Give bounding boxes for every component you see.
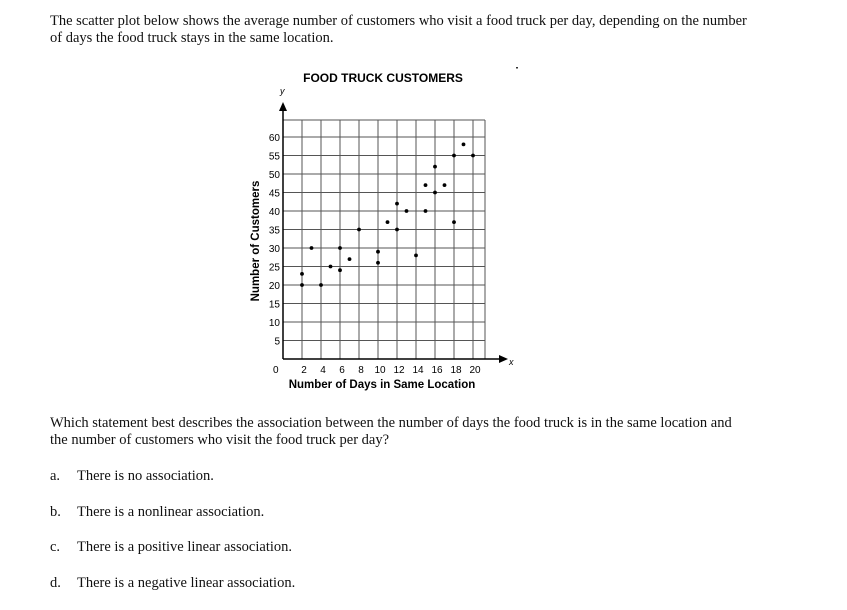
data-point xyxy=(471,154,475,158)
option-d[interactable] xyxy=(50,575,295,610)
x-tick-label: 18 xyxy=(450,365,462,376)
y-tick-label: 40 xyxy=(269,207,281,218)
y-tick-label: 20 xyxy=(269,281,281,292)
x-tick-label: 10 xyxy=(374,365,386,376)
data-point xyxy=(348,257,352,261)
x-axis-letter: x xyxy=(508,357,514,367)
y-tick-label: 25 xyxy=(269,263,281,274)
data-point xyxy=(300,283,304,287)
data-point xyxy=(424,183,428,187)
option-a[interactable] xyxy=(50,468,295,504)
question-text: Which statement best describes the association between the number of days the food truck is in the same location and the number of customers who visit the food truck per day? xyxy=(50,415,750,449)
y-axis-label: Number of Customers xyxy=(250,181,262,302)
option-c[interactable] xyxy=(50,539,295,575)
y-tick-label: 45 xyxy=(269,189,281,200)
option-b[interactable] xyxy=(50,504,295,540)
option-b-text: There is a nonlinear association. xyxy=(77,504,264,540)
data-point xyxy=(338,246,342,250)
data-point xyxy=(319,283,323,287)
x-tick-label: 12 xyxy=(393,365,405,376)
data-point xyxy=(433,191,437,195)
data-point xyxy=(462,143,466,147)
x-tick-label: 16 xyxy=(431,365,443,376)
data-point xyxy=(376,250,380,254)
y-tick-label: 55 xyxy=(269,152,281,163)
data-point xyxy=(414,254,418,258)
y-tick-label: 15 xyxy=(269,300,281,311)
answer-options xyxy=(50,468,295,610)
y-axis-arrow-icon xyxy=(279,102,287,111)
option-c-letter: c. xyxy=(50,539,77,575)
x-tick-label: 2 xyxy=(301,365,307,376)
data-point xyxy=(300,272,304,276)
option-d-letter: d. xyxy=(50,575,77,610)
y-axis-letter: y xyxy=(279,86,285,96)
data-point xyxy=(357,228,361,232)
option-b-letter: b. xyxy=(50,504,77,540)
option-c-text: There is a positive linear association. xyxy=(77,539,292,575)
data-point xyxy=(452,220,456,224)
y-tick-label: 10 xyxy=(269,318,281,329)
x-tick-label: 8 xyxy=(358,365,364,376)
data-point xyxy=(329,265,333,269)
x-tick-label: 6 xyxy=(339,365,345,376)
x-tick-label: 4 xyxy=(320,365,326,376)
y-tick-label: 5 xyxy=(274,337,280,348)
origin-label: 0 xyxy=(273,365,279,376)
intro-text: The scatter plot below shows the average number of customers who visit a food truck per day, depending on the number of days the food truck stays in the same location. xyxy=(50,13,750,47)
x-tick-label: 14 xyxy=(412,365,424,376)
data-point xyxy=(405,209,409,213)
x-tick-label: 20 xyxy=(469,365,481,376)
data-point xyxy=(424,209,428,213)
data-point xyxy=(376,261,380,265)
data-point xyxy=(386,220,390,224)
option-a-text: There is no association. xyxy=(77,468,214,504)
y-tick-label: 50 xyxy=(269,170,281,181)
data-point xyxy=(338,268,342,272)
data-point xyxy=(395,228,399,232)
y-tick-label: 60 xyxy=(269,133,281,144)
stray-mark xyxy=(516,67,518,69)
data-point xyxy=(433,165,437,169)
x-axis-label: Number of Days in Same Location xyxy=(289,379,476,391)
y-tick-label: 30 xyxy=(269,244,281,255)
data-point xyxy=(310,246,314,250)
option-d-text: There is a negative linear association. xyxy=(77,575,295,610)
chart-title: FOOD TRUCK CUSTOMERS xyxy=(303,71,463,85)
x-axis-arrow-icon xyxy=(499,355,508,363)
option-a-letter: a. xyxy=(50,468,77,504)
y-tick-label: 35 xyxy=(269,226,281,237)
data-point xyxy=(395,202,399,206)
data-point xyxy=(443,183,447,187)
data-point xyxy=(452,154,456,158)
